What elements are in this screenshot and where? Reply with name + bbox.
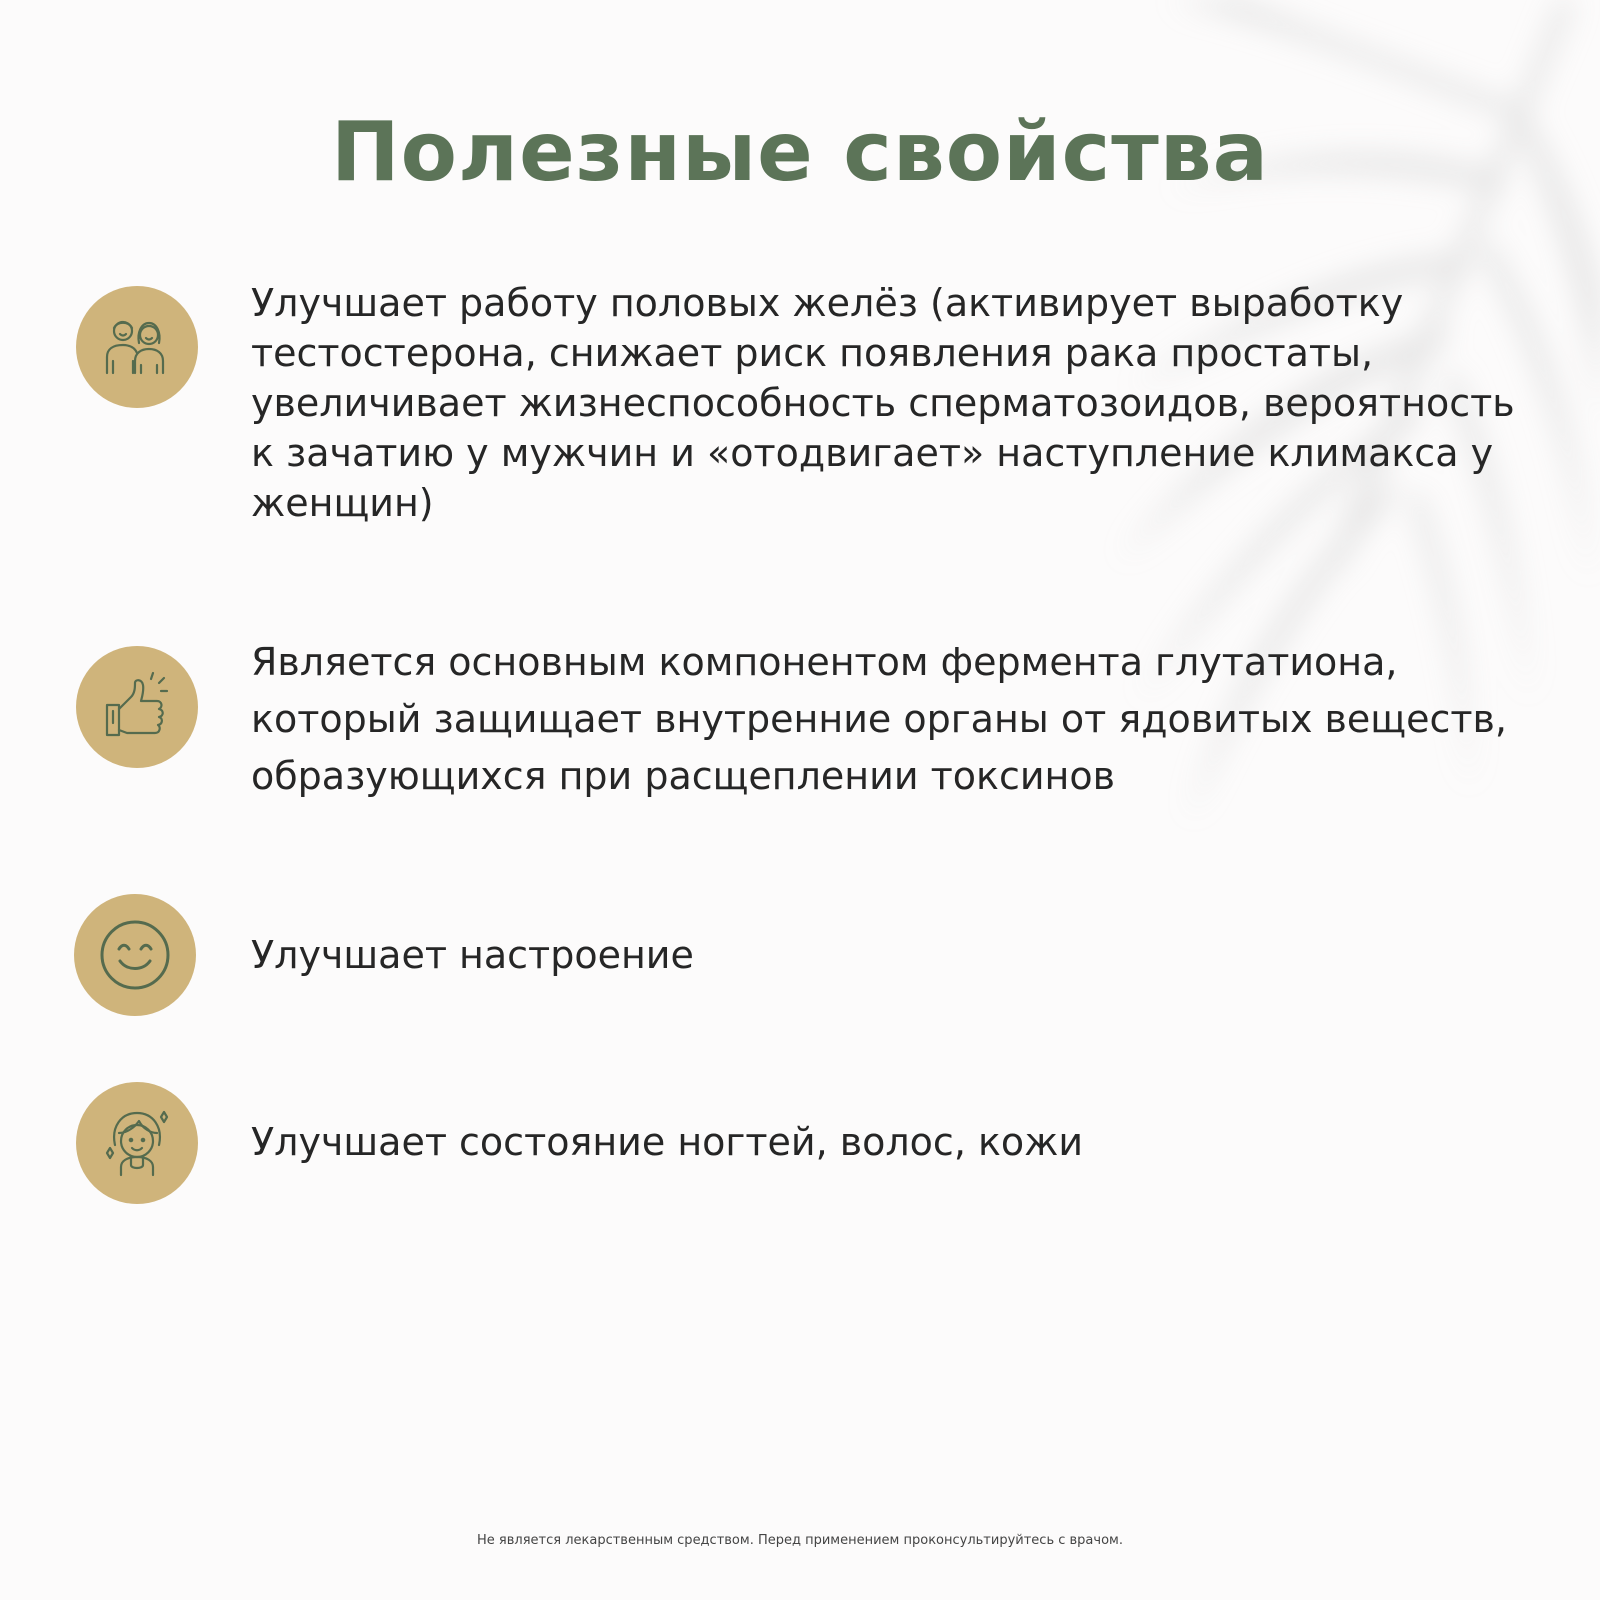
benefit-icon-badge (76, 646, 198, 768)
thumbs-up-icon (97, 667, 177, 747)
smiley-icon (95, 915, 175, 995)
benefit-icon-badge (76, 1082, 198, 1204)
page-title: Полезные свойства (331, 105, 1269, 200)
benefit-icon-badge (76, 286, 198, 408)
benefit-text: Улучшает работу половых желёз (активирует выработку тестостерона, снижает риск появления рака простаты, увеличивает жизнеспособность сперматозоидов, вероятность к зачатию у мужчин и «отодвигает» наступление климакса у женщин) (251, 281, 1515, 525)
couple-icon (97, 307, 177, 387)
benefit-text: Улучшает состояние ногтей, волос, кожи (251, 1120, 1084, 1164)
benefit-text: Улучшает настроение (251, 933, 694, 977)
girl-sparkle-icon (97, 1103, 177, 1183)
benefit-icon-badge (74, 894, 196, 1016)
disclaimer-text: Не является лекарственным средством. Перед применением проконсультируйтесь с врачом. (477, 1533, 1123, 1548)
benefit-text: Является основным компонентом фермента глутатиона, который защищает внутренние органы от ядовитых веществ, образующихся при расщеплении токсинов (251, 640, 1507, 798)
